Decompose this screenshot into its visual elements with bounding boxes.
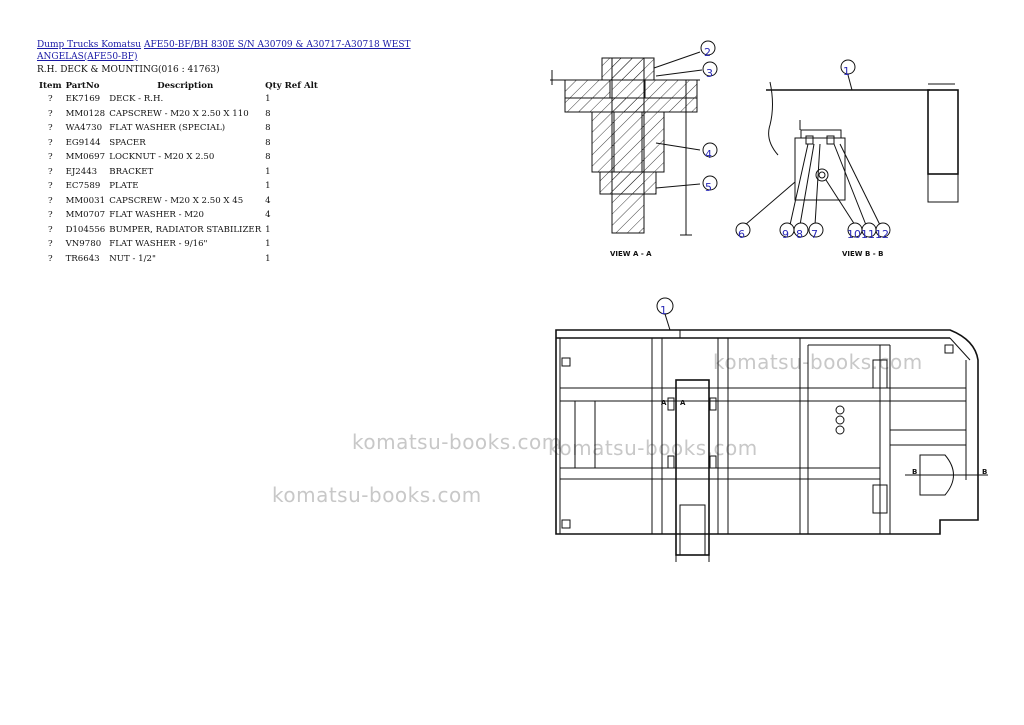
cell-description: NUT - 1/2" [109, 253, 156, 264]
callout-8 [794, 223, 808, 241]
callout-2 [701, 41, 715, 59]
svg-text:9: 9 [782, 228, 789, 241]
callout-11 [861, 223, 876, 241]
watermark: komatsu-books.com [352, 430, 562, 454]
cell-description: FLAT WASHER - 9/16" [109, 239, 208, 250]
svg-text:4: 4 [705, 148, 712, 161]
cell-qty: 8 [265, 152, 271, 163]
cell-item: ? [47, 108, 53, 119]
watermark: komatsu-books.com [713, 350, 923, 374]
svg-text:6: 6 [738, 228, 745, 241]
cell-item: ? [47, 166, 53, 177]
svg-text:3: 3 [706, 67, 713, 80]
header-alt: Alt [303, 80, 318, 91]
view-aa-section [550, 52, 702, 258]
cell-qty: 4 [265, 195, 271, 206]
callout-12 [875, 223, 890, 241]
cell-partno: MM0697 [65, 152, 106, 163]
cell-description: CAPSCREW - M20 X 2.50 X 45 [109, 195, 244, 206]
cell-qty: 1 [265, 94, 271, 105]
cell-partno: MM0128 [65, 108, 106, 119]
svg-text:8: 8 [796, 228, 803, 241]
cell-description: PLATE [109, 181, 139, 192]
watermark: komatsu-books.com [548, 436, 758, 460]
cell-item: ? [47, 253, 53, 264]
cell-item: ? [47, 195, 53, 206]
watermark: komatsu-books.com [272, 483, 482, 507]
cell-partno: EJ2443 [65, 166, 98, 177]
cell-partno: MM0031 [65, 195, 106, 206]
cell-partno: WA4730 [65, 123, 103, 134]
cell-item: ? [47, 239, 53, 250]
callout-4 [703, 143, 717, 161]
callout-1-plan [657, 298, 673, 317]
cell-partno: EG9144 [65, 137, 101, 148]
callout-1-view-bb [841, 60, 855, 78]
cell-item: ? [47, 224, 53, 235]
cell-description: FLAT WASHER (SPECIAL) [109, 123, 226, 134]
cell-description: DECK - R.H. [109, 94, 164, 105]
svg-text:7: 7 [811, 228, 818, 241]
cell-qty: 1 [265, 166, 271, 177]
cell-qty: 1 [265, 181, 271, 192]
svg-text:1: 1 [843, 65, 850, 78]
cell-partno: MM0707 [65, 210, 106, 221]
cell-partno: D104556 [65, 224, 106, 235]
cell-description: BUMPER, RADIATOR STABILIZER [109, 224, 262, 235]
svg-text:5: 5 [705, 181, 712, 194]
cell-description: LOCKNUT - M20 X 2.50 [109, 152, 215, 163]
cell-item: ? [47, 123, 53, 134]
section-b-right: B [982, 468, 988, 476]
header-qty: Qty [265, 80, 282, 91]
cell-partno: VN9780 [65, 239, 102, 250]
cell-qty: 8 [265, 108, 271, 119]
cell-qty: 8 [265, 137, 271, 148]
breadcrumb-link-category[interactable]: Dump Trucks Komatsu [37, 40, 142, 50]
callout-5 [703, 176, 717, 194]
view-bb-label: VIEW B - B [842, 250, 884, 258]
callout-7 [809, 223, 823, 241]
cell-qty: 1 [265, 224, 271, 235]
callout-6 [736, 223, 750, 241]
section-a-right: A [680, 399, 686, 407]
cell-partno: TR6643 [65, 253, 100, 264]
svg-text:10: 10 [847, 228, 861, 241]
cell-item: ? [47, 94, 53, 105]
header-partno: PartNo [65, 80, 100, 91]
cell-qty: 1 [265, 253, 271, 264]
cell-item: ? [47, 152, 53, 163]
header-item: Item [39, 80, 62, 91]
cell-item: ? [47, 210, 53, 221]
view-aa-label: VIEW A - A [610, 250, 652, 258]
svg-text:1: 1 [660, 304, 667, 317]
callout-10 [847, 223, 862, 241]
cell-item: ? [47, 137, 53, 148]
callout-3 [703, 62, 717, 80]
cell-qty: 4 [265, 210, 271, 221]
cell-description: BRACKET [109, 166, 154, 177]
cell-item: ? [47, 181, 53, 192]
page-subtitle: R.H. DECK & MOUNTING(016 : 41763) [37, 65, 220, 75]
cell-partno: EK7169 [65, 94, 101, 105]
section-a-left: A [661, 399, 667, 407]
cell-partno: EC7589 [65, 181, 101, 192]
cell-qty: 1 [265, 239, 271, 250]
cell-qty: 8 [265, 123, 271, 134]
callout-9 [780, 223, 794, 241]
breadcrumb-link-model[interactable]: AFE50-BF/BH 830E S/N A30709 & A30717-A30718 WEST ANGELAS(AFE50-BF) [37, 40, 411, 62]
deck-plan-view [556, 314, 988, 562]
svg-text:2: 2 [704, 46, 711, 59]
section-b-left: B [912, 468, 918, 476]
cell-description: SPACER [109, 137, 146, 148]
header-ref: Ref [284, 80, 301, 91]
cell-description: CAPSCREW - M20 X 2.50 X 110 [109, 108, 249, 119]
header-description: Description [157, 80, 214, 91]
cell-description: FLAT WASHER - M20 [109, 210, 204, 221]
svg-text:11: 11 [861, 228, 875, 241]
svg-text:12: 12 [875, 228, 889, 241]
